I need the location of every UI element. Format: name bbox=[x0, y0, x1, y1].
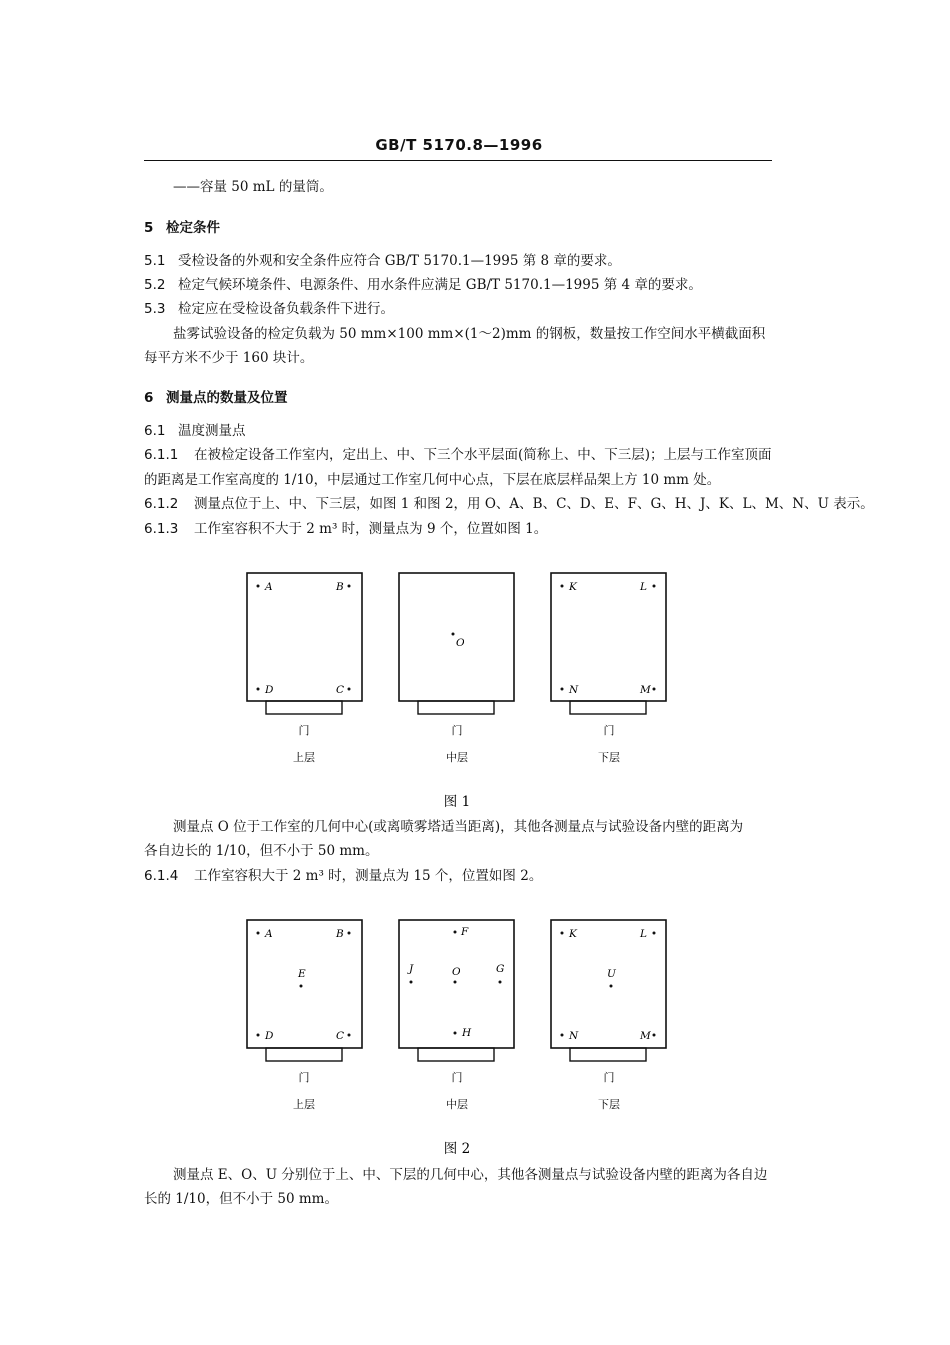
item-6-1-2-number: 6.1.2 bbox=[144, 496, 179, 512]
item-6-1-2-text: 测量点位于上、中、下三层，如图 1 和图 2，用 O、A、B、C、D、E、F、G、H、J、K、L、M、N、U 表示。 bbox=[194, 496, 874, 512]
layer-label-middle: 中层 bbox=[446, 751, 468, 764]
figure-2-middle-layer bbox=[399, 920, 514, 1111]
point-F: F bbox=[461, 926, 469, 938]
item-6-1-4-number: 6.1.4 bbox=[144, 868, 179, 884]
load-paragraph-line-2: 每平方米不少于 160 块计。 bbox=[144, 350, 314, 366]
item-5-1-number: 5.1 bbox=[144, 253, 166, 269]
item-5-2-number: 5.2 bbox=[144, 277, 166, 293]
layer-label-lower: 下层 bbox=[598, 1098, 620, 1111]
section-6-number: 6 bbox=[144, 390, 154, 406]
point-U: U bbox=[607, 968, 616, 980]
point-L: L bbox=[640, 581, 647, 593]
point-C: C bbox=[336, 684, 345, 696]
figure-2-lower-layer bbox=[551, 920, 666, 1111]
middle-chamber-outline bbox=[399, 920, 514, 1048]
point-B: B bbox=[336, 928, 344, 940]
point-D: D bbox=[265, 1030, 274, 1042]
item-6-1-1-line-2: 的距离是工作室高度的 1/10，中层通过工作室几何中心点，下层在底层样品架上方 10 mm 处。 bbox=[144, 472, 721, 488]
figure-2-note-line-1: 测量点 E、O、U 分别位于上、中、下层的几何中心，其他各测量点与试验设备内壁的距离为各自边 bbox=[173, 1167, 768, 1183]
point-L: L bbox=[640, 928, 647, 940]
standard-code-header: GB/T 5170.8—1996 bbox=[375, 136, 543, 154]
section-6-title: 测量点的数量及位置 bbox=[166, 390, 288, 406]
point-N: N bbox=[569, 1030, 579, 1042]
door-label: 门 bbox=[451, 1071, 463, 1084]
layer-label-upper: 上层 bbox=[293, 1098, 315, 1111]
point-M: M bbox=[640, 684, 651, 696]
point-D: D bbox=[265, 684, 274, 696]
point-A: A bbox=[265, 928, 273, 940]
item-6-1-1-text: 在被检定设备工作室内，定出上、中、下三个水平层面(简称上、中、下三层)；上层与工作室顶面 bbox=[194, 447, 772, 463]
figure-1-note-line-1: 测量点 O 位于工作室的几何中心(或离喷雾塔适当距离)，其他各测量点与试验设备内壁的距离为 bbox=[173, 819, 744, 835]
item-5-3-text: 检定应在受检设备负载条件下进行。 bbox=[178, 301, 394, 317]
item-6-1-text: 温度测量点 bbox=[178, 423, 246, 439]
section-5-number: 5 bbox=[144, 220, 154, 236]
point-N: N bbox=[569, 684, 579, 696]
layer-label-middle: 中层 bbox=[446, 1098, 468, 1111]
item-5-1-text: 受检设备的外观和安全条件应符合 GB/T 5170.1—1995 第 8 章的要求。 bbox=[178, 253, 621, 269]
door-label: 门 bbox=[298, 1071, 310, 1084]
point-A: A bbox=[265, 581, 273, 593]
figure-2-note-line-2: 长的 1/10，但不小于 50 mm。 bbox=[144, 1191, 338, 1207]
item-5-3-number: 5.3 bbox=[144, 301, 166, 317]
section-5-title: 检定条件 bbox=[166, 220, 220, 236]
door-label: 门 bbox=[603, 1071, 615, 1084]
layer-label-lower: 下层 bbox=[598, 751, 620, 764]
item-5-2-text: 检定气候环境条件、电源条件、用水条件应满足 GB/T 5170.1—1995 第 4 章的要求。 bbox=[178, 277, 702, 293]
point-J: J bbox=[409, 963, 414, 975]
lower-door-outline bbox=[570, 1048, 646, 1061]
point-C: C bbox=[336, 1030, 345, 1042]
figure-1-caption: 图 1 bbox=[443, 794, 471, 810]
layer-label-upper: 上层 bbox=[293, 751, 315, 764]
point-H: H bbox=[462, 1027, 472, 1039]
figure-2-caption: 图 2 bbox=[443, 1141, 471, 1157]
item-6-1-1-number: 6.1.1 bbox=[144, 447, 179, 463]
item-6-1-number: 6.1 bbox=[144, 423, 166, 439]
figure-2-upper-layer bbox=[247, 920, 362, 1111]
door-label: 门 bbox=[603, 724, 615, 737]
intro-line: ——容量 50 mL 的量筒。 bbox=[173, 179, 333, 195]
load-paragraph-line-1: 盐雾试验设备的检定负载为 50 mm×100 mm×(1～2)mm 的钢板，数量按工作空间水平横截面积 bbox=[173, 326, 766, 342]
point-O: O bbox=[456, 637, 465, 649]
middle-door-outline bbox=[418, 1048, 494, 1061]
item-6-1-3-text: 工作室容积不大于 2 m³ 时，测量点为 9 个，位置如图 1。 bbox=[194, 521, 548, 537]
point-M: M bbox=[640, 1030, 651, 1042]
figure-1-note-line-2: 各自边长的 1/10，但不小于 50 mm。 bbox=[144, 843, 379, 859]
door-label: 门 bbox=[451, 724, 463, 737]
door-label: 门 bbox=[298, 724, 310, 737]
item-6-1-3-number: 6.1.3 bbox=[144, 521, 179, 537]
point-B: B bbox=[336, 581, 344, 593]
item-6-1-4-text: 工作室容积大于 2 m³ 时，测量点为 15 个，位置如图 2。 bbox=[194, 868, 543, 884]
upper-door-outline bbox=[266, 1048, 342, 1061]
point-K: K bbox=[569, 928, 577, 940]
point-K: K bbox=[569, 581, 577, 593]
point-O: O bbox=[452, 966, 461, 978]
point-E: E bbox=[298, 968, 306, 980]
point-G: G bbox=[496, 963, 505, 975]
